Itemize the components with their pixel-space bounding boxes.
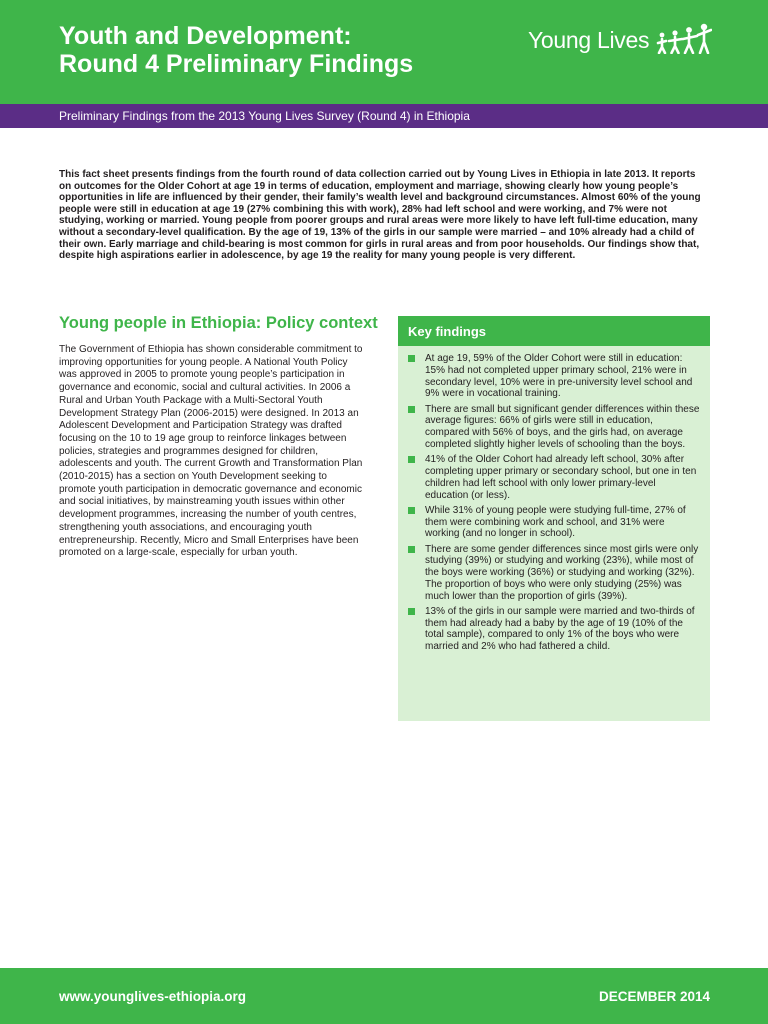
square-bullet-icon bbox=[408, 456, 415, 463]
title-line-2: Round 4 Preliminary Findings bbox=[59, 50, 414, 78]
family-figures-icon bbox=[656, 22, 712, 54]
key-findings-title: Key findings bbox=[408, 324, 487, 339]
policy-context-heading: Young people in Ethiopia: Policy context bbox=[59, 314, 378, 332]
square-bullet-icon bbox=[408, 608, 415, 615]
key-findings-list bbox=[408, 353, 700, 656]
website-link[interactable]: www.younglives-ethiopia.org bbox=[59, 989, 247, 1004]
finding-text: There are some gender differences since most girls were only studying (39%) or studying and working (23%), while most of the boys were working (36%) or studying and working (32%). The proportion of boys who were only studying (25%) was much lower than the proportion of girls (39%). bbox=[425, 543, 699, 602]
square-bullet-icon bbox=[408, 406, 415, 413]
finding-text: 13% of the girls in our sample were married and two-thirds of them had already had a baby by the age of 19 (10% of the total sample), compared to only 1% of the boys who were married and 2% who had fathered a child. bbox=[425, 605, 695, 653]
square-bullet-icon bbox=[408, 507, 415, 514]
list-item bbox=[408, 404, 700, 451]
page-header bbox=[0, 0, 768, 104]
square-bullet-icon bbox=[408, 546, 415, 553]
title-line-1: Youth and Development: bbox=[59, 22, 352, 50]
list-item bbox=[408, 454, 700, 501]
list-item bbox=[408, 606, 700, 653]
list-item bbox=[408, 505, 700, 540]
key-findings-header bbox=[398, 316, 710, 346]
list-item bbox=[408, 353, 700, 400]
finding-text: At age 19, 59% of the Older Cohort were still in education: 15% had not completed upper primary school, 21% were in secondary level, 10% were in pre-university level school and 9% were in vocational training. bbox=[425, 353, 693, 400]
finding-text: There are small but significant gender differences within these average figures: 66% of girls were still in education, compared with 56% of boys, and the girls had, on average completed slightly higher levels of schooling than the boys. bbox=[425, 403, 700, 450]
policy-context-body: The Government of Ethiopia has shown considerable commitment to improving opportunities for young people. A National Youth Policy was approved in 2005 to promote young people’s participation in governance and economic, social and cultural activities. In 2006 a Rural and Urban Youth Package with a Multi-Sectoral Youth Development Strategy Plan (2006-2015) were designed. In 2013 an Adolescent Development and Participation Strategy was drafted focusing on the 10 to 19 age group to reinforce linkages between policies, strategies and programmes designed for children, adolescents and youth. The current Growth and Transformation Plan (2010-2015) has a section on Youth Development seeking to promote youth participation in democratic governance and economic and social initiatives, by mainstreaming youth issues within other development programmes, increasing the number of youth centres, strengthening youth associations, and encouraging youth entrepreneurship. Recently, Micro and Small Enterprises have been promoted on a large-scale, especially for urban youth. bbox=[59, 344, 363, 559]
intro-paragraph: This fact sheet presents findings from the fourth round of data collection carried out by Young Lives in Ethiopia in late 2013. It reports on outcomes for the Older Cohort at age 19 in terms of education, employment and marriage, showing clearly how young people’s opportunities in life are influenced by their gender, their family’s wealth level and background circumstances. Almost 60% of the young people were still in education at age 19 (27% combining this with work), 28% had left school and were working, and 7% were not studying, working or married. Young people from poorer groups and rural areas were more likely to have left full-time education, many without a secondary-level qualification. By the age of 19, 13% of the girls in our sample were married – and 10% already had a child of their own. Early marriage and child-bearing is most common for girls in rural areas and from poor households. Our findings show that, despite high aspirations earlier in adolescence, by age 19 the reality for many young people is very different. bbox=[59, 169, 701, 262]
finding-text: 41% of the Older Cohort had already left school, 30% after completing upper primary or secondary school, but one in ten children had left school with only lower primary-level education (or less). bbox=[425, 454, 697, 501]
young-lives-logo bbox=[528, 22, 718, 58]
key-findings-panel bbox=[398, 316, 710, 721]
finding-text: While 31% of young people were studying full-time, 27% of them were combining work and school, and 31% were working (and no longer in school). bbox=[425, 504, 686, 540]
publication-date: DECEMBER 2014 bbox=[598, 989, 710, 1004]
logo-text: Young Lives bbox=[528, 27, 650, 53]
document-title bbox=[59, 22, 499, 78]
square-bullet-icon bbox=[408, 355, 415, 362]
page-footer bbox=[0, 968, 768, 1024]
subtitle-bar bbox=[0, 104, 768, 128]
subtitle-text: Preliminary Findings from the 2013 Young Lives Survey (Round 4) in Ethiopia bbox=[59, 109, 470, 123]
list-item bbox=[408, 544, 700, 603]
